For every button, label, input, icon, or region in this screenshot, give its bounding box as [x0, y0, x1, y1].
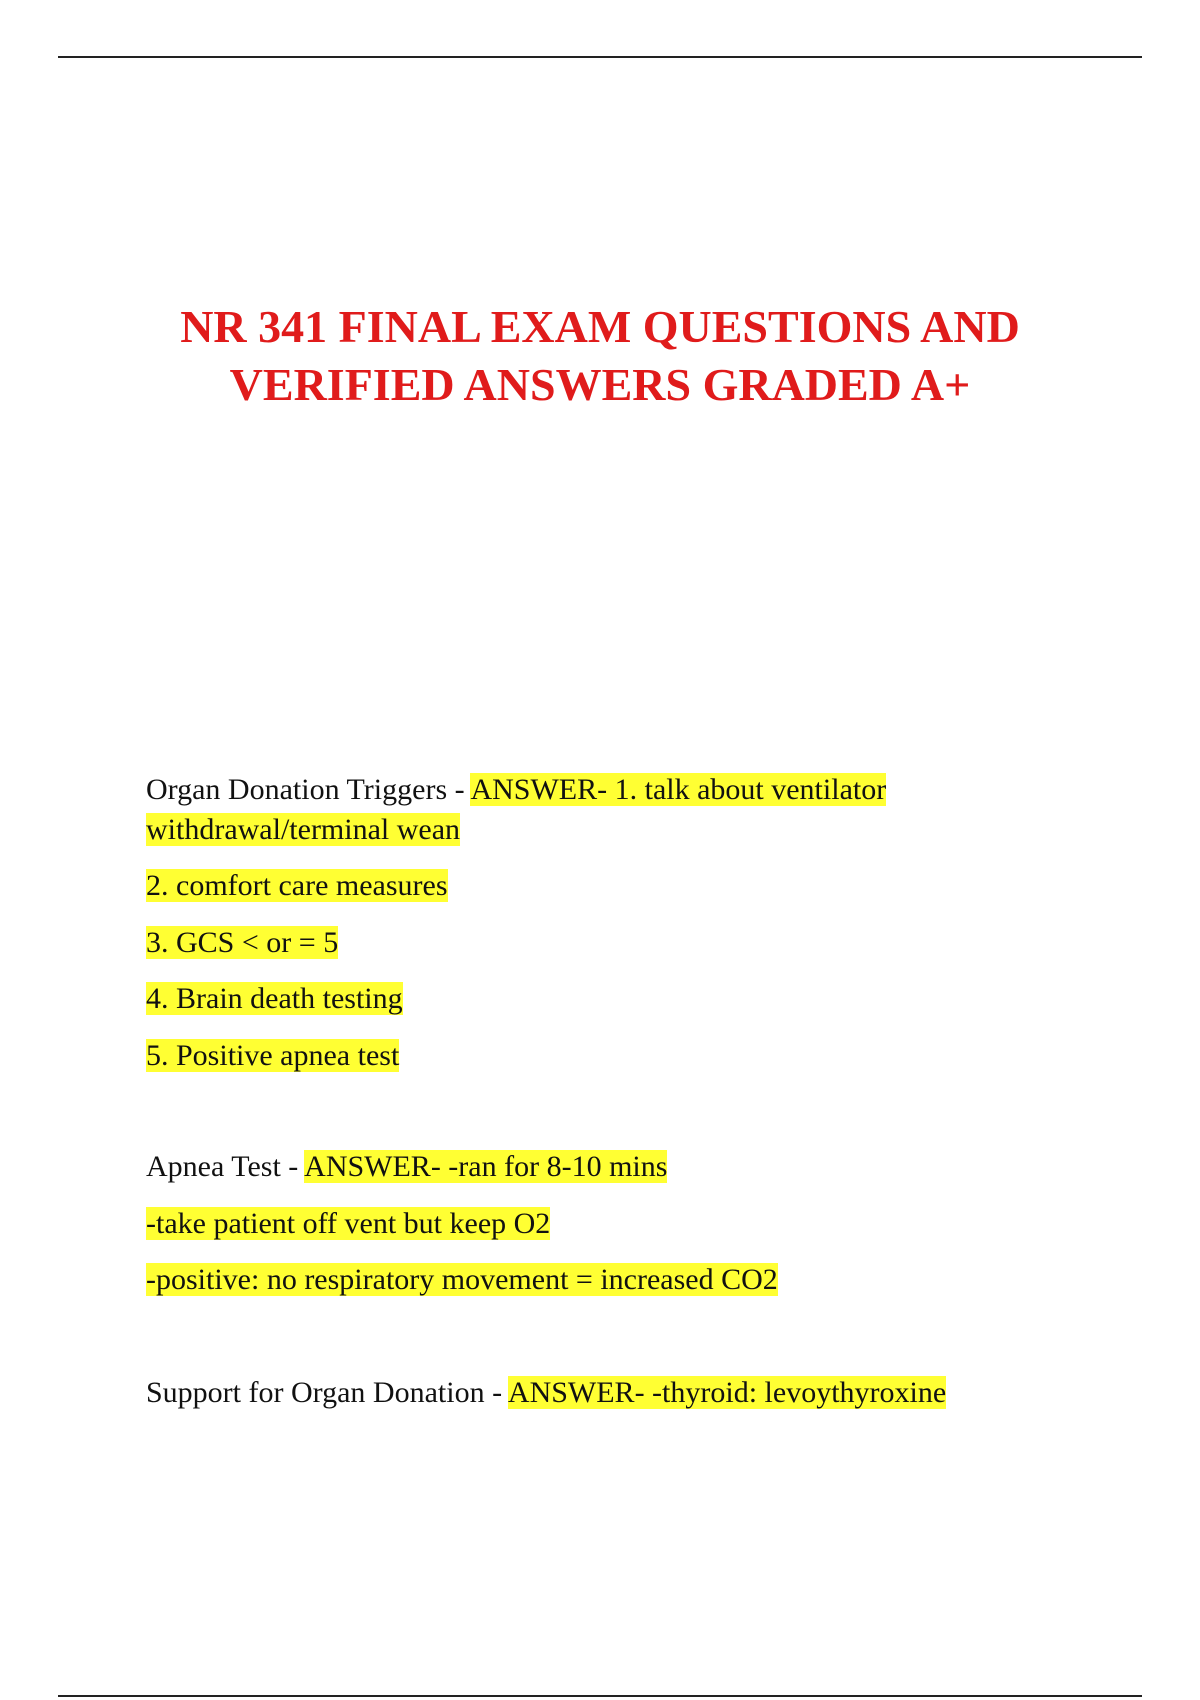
answer-text: -take patient off vent but keep O2 [146, 1207, 551, 1240]
title-line-1: NR 341 FINAL EXAM QUESTIONS AND [180, 301, 1020, 352]
answer-text: 2. comfort care measures [146, 869, 448, 902]
question-text: Organ Donation Triggers - [146, 773, 471, 806]
question-text: Apnea Test - [146, 1150, 305, 1183]
answer-text: 5. Positive apnea test [146, 1039, 400, 1072]
question-text: Support for Organ Donation - [146, 1376, 508, 1409]
entry-1-line-4 [146, 924, 338, 962]
title-line-2: VERIFIED ANSWERS GRADED A+ [229, 359, 971, 410]
answer-text: 4. Brain death testing [146, 982, 403, 1015]
answer-text: withdrawal/terminal wean [146, 813, 461, 846]
entry-3-line-1 [146, 1374, 946, 1412]
bottom-rule [58, 1695, 1142, 1697]
entry-1-line-3 [146, 867, 448, 905]
entry-2-line-3 [146, 1261, 778, 1299]
answer-text: 3. GCS < or = 5 [146, 926, 339, 959]
entry-1-line-1 [146, 771, 886, 809]
answer-text: ANSWER- 1. talk about ventilator [470, 773, 887, 806]
entry-2-line-1 [146, 1148, 667, 1186]
top-rule [58, 56, 1142, 58]
entry-2-line-2 [146, 1205, 550, 1243]
entry-1-line-2 [146, 811, 460, 849]
entry-1-line-5 [146, 980, 403, 1018]
answer-text: ANSWER- -ran for 8-10 mins [304, 1150, 668, 1183]
answer-text: ANSWER- -thyroid: levoythyroxine [507, 1376, 947, 1409]
answer-text: -positive: no respiratory movement = increased CO2 [146, 1263, 778, 1296]
document-title [60, 298, 1140, 414]
entry-1-line-6 [146, 1037, 399, 1075]
